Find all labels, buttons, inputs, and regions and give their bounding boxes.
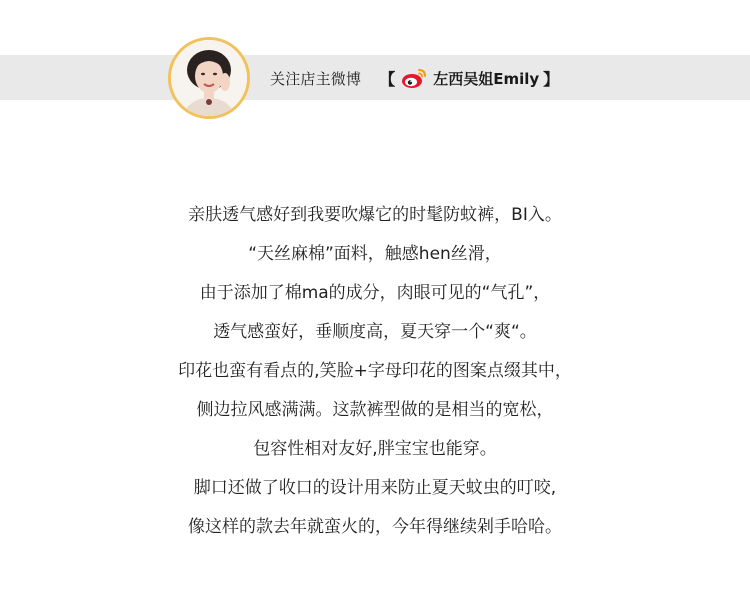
avatar[interactable] — [168, 37, 250, 119]
bracket-open: 【 — [379, 69, 396, 89]
description-line: 透气感蛮好，垂顺度高，夏天穿一个“爽“。 — [213, 322, 537, 342]
description-line: 由于添加了棉ma的成分，肉眼可见的“气孔”， — [199, 283, 551, 303]
follow-weibo-row — [270, 66, 559, 90]
avatar-photo — [171, 40, 247, 116]
weibo-handle[interactable]: 左西吴姐Emily — [433, 69, 540, 88]
description-line: 亲肤透气感好到我要吹爆它的时髦防蚊裤，BI入。 — [188, 205, 562, 225]
weibo-icon[interactable] — [401, 67, 427, 89]
follow-label: 关注店主微博 — [270, 69, 362, 88]
description-line: 印花也蛮有看点的,笑脸+字母印花的图案点缀其中， — [178, 361, 572, 381]
product-description — [0, 196, 750, 547]
description-line: “天丝麻棉”面料，触感hen丝滑， — [248, 244, 502, 264]
description-line: 包容性相对友好,胖宝宝也能穿。 — [253, 439, 497, 459]
description-line: 像这样的款去年就蛮火的，今年得继续剁手哈哈。 — [188, 517, 562, 537]
avatar-portrait-image — [171, 40, 247, 116]
bracket-close: 】 — [543, 69, 560, 89]
description-line: 侧边拉风感满满。这款裤型做的是相当的宽松， — [196, 400, 554, 420]
description-line: 脚口还做了收口的设计用来防止夏天蚊虫的叮咬, — [193, 478, 557, 498]
